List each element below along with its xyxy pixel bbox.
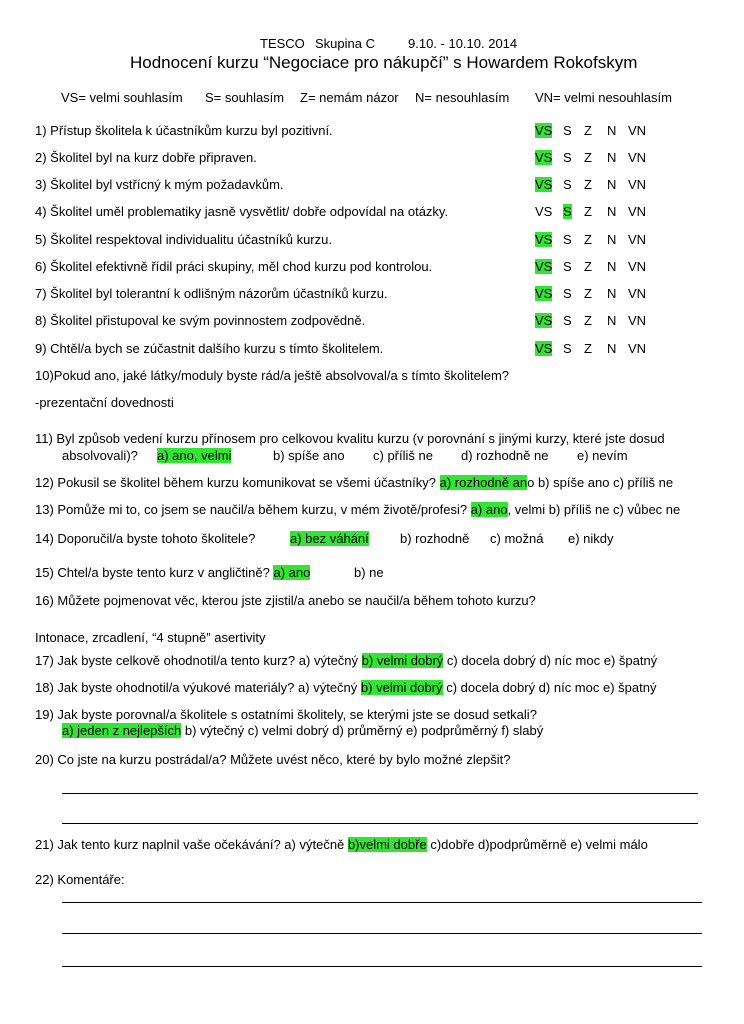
q17-option-b[interactable]: b) velmi dobrý: [361, 653, 444, 668]
question-18: [35, 680, 656, 695]
statement-6-text: 6) Školitel efektivně řídil práci skupiny, měl chod kurzu pod kontrolou.: [35, 259, 433, 274]
statement-8-text: 8) Školitel přistupoval ke svým povinnostem zodpovědně.: [35, 313, 366, 328]
statement-7-option-vs[interactable]: VS: [535, 286, 553, 301]
statement-9-option-z[interactable]: Z: [584, 341, 592, 356]
statement-9-option-s[interactable]: S: [563, 341, 572, 356]
question-17-text: 17) Jak byste celkově ohodnotil/a tento kurz?: [35, 653, 296, 668]
statement-7-text: 7) Školitel byl tolerantní k odlišným názorům účastníků kurzu.: [35, 286, 388, 301]
legend-n: N= nesouhlasím: [415, 90, 510, 105]
question-21-text: 21) Jak tento kurz naplnil vaše očekávání? a) výtečně: [35, 837, 345, 852]
q17-option-a[interactable]: a) výtečný: [298, 653, 359, 668]
question-11-line1: 11) Byl způsob vedení kurzu přínosem pro celkovou kvalitu kurzu (v porovnání s jinými kurzy, které jste dosud: [35, 431, 665, 446]
comment-line-1[interactable]: [62, 902, 702, 903]
statement-3-text: 3) Školitel byl vstřícný k mým požadavkům.: [35, 177, 284, 192]
question-13-text: 13) Pomůže mi to, co jsem se naučil/a během kurzu, v mém životě/profesi?: [35, 502, 468, 517]
statement-2-option-z[interactable]: Z: [584, 150, 592, 165]
question-18-text: 18) Jak byste ohodnotil/a výukové materiály?: [35, 680, 295, 695]
q15-option-a[interactable]: a) ano: [273, 565, 311, 580]
q18-option-b[interactable]: b) velmi dobrý: [360, 680, 443, 695]
statement-4-option-vn[interactable]: VN: [628, 204, 647, 219]
question-15: [35, 565, 310, 580]
statement-5-option-n[interactable]: N: [607, 232, 617, 247]
statement-4-option-vs[interactable]: VS: [535, 204, 553, 219]
course-dates: 9.10. - 10.10. 2014: [408, 36, 518, 51]
statement-7-option-vn[interactable]: VN: [628, 286, 647, 301]
statement-8-option-s[interactable]: S: [563, 313, 572, 328]
company-name: TESCO: [260, 36, 305, 51]
question-10: 10)Pokud ano, jaké látky/moduly byste rád/a ještě absolvoval/a s tímto školitelem?: [35, 368, 510, 383]
question-20: 20) Co jste na kurzu postrádal/a? Můžete uvést něco, které by bylo možné zlepšit?: [35, 752, 511, 767]
legend-vs: VS= velmi souhlasím: [61, 90, 183, 105]
statement-2-option-vs[interactable]: VS: [535, 150, 553, 165]
answer-line-20a[interactable]: [62, 793, 698, 794]
statement-3-option-z[interactable]: Z: [584, 177, 592, 192]
statement-8-option-vn[interactable]: VN: [628, 313, 647, 328]
statement-1-option-s[interactable]: S: [563, 123, 572, 138]
statement-1-option-z[interactable]: Z: [584, 123, 592, 138]
statement-6-option-s[interactable]: S: [563, 259, 572, 274]
q19-other-options: b) výtečný c) velmi dobrý d) průměrný e) podprůměrný f) slabý: [184, 723, 544, 738]
q14-option-c[interactable]: c) možná: [490, 531, 544, 546]
statement-7-option-s[interactable]: S: [563, 286, 572, 301]
question-17: [35, 653, 657, 668]
statement-2-text: 2) Školitel byl na kurz dobře připraven.: [35, 150, 257, 165]
q11-option-a[interactable]: a) ano, velmi: [157, 448, 232, 463]
statement-7-option-z[interactable]: Z: [584, 286, 592, 301]
q21-other-options: c)dobře d)podprůměrně e) velmi málo: [430, 837, 648, 852]
statement-3-option-vn[interactable]: VN: [628, 177, 647, 192]
q13-option-a[interactable]: a) ano: [470, 502, 508, 517]
statement-2-option-vn[interactable]: VN: [628, 150, 647, 165]
q14-option-a[interactable]: a) bez váhání: [290, 531, 369, 546]
q11-option-d[interactable]: d) rozhodně ne: [461, 448, 549, 463]
question-12: [35, 475, 673, 490]
statement-9-text: 9) Chtěl/a bych se zúčastnit dalšího kurzu s tímto školitelem.: [35, 341, 384, 356]
statement-9-option-vs[interactable]: VS: [535, 341, 553, 356]
group-name: Skupina C: [315, 36, 375, 51]
q12-option-a[interactable]: a) rozhodně an: [439, 475, 528, 490]
statement-2-option-s[interactable]: S: [563, 150, 572, 165]
statement-8-option-vs[interactable]: VS: [535, 313, 553, 328]
statement-1-text: 1) Přístup školitela k účastníkům kurzu byl pozitivní.: [35, 123, 333, 138]
statement-8-option-n[interactable]: N: [607, 313, 617, 328]
q14-option-e[interactable]: e) nikdy: [568, 531, 614, 546]
question-21: [35, 837, 648, 852]
answer-line-20b[interactable]: [62, 823, 698, 824]
question-16: 16) Můžete pojmenovat věc, kterou jste zjistil/a anebo se naučil/a během tohoto kurzu?: [35, 593, 536, 608]
statement-7-option-n[interactable]: N: [607, 286, 617, 301]
statement-6-option-vn[interactable]: VN: [628, 259, 647, 274]
q18-other-options: c) docela dobrý d) níc moc e) špatný: [446, 680, 657, 695]
q11-option-e[interactable]: e) nevím: [577, 448, 628, 463]
statement-3-option-vs[interactable]: VS: [535, 177, 553, 192]
answer-16: Intonace, zrcadlení, “4 stupně” asertivity: [35, 630, 266, 645]
statement-3-option-s[interactable]: S: [563, 177, 572, 192]
q18-option-a[interactable]: a) výtečný: [298, 680, 358, 695]
statement-9-option-n[interactable]: N: [607, 341, 617, 356]
comment-line-3[interactable]: [62, 966, 702, 967]
question-22: 22) Komentáře:: [35, 872, 125, 887]
form-title: Hodnocení kurzu “Negociace pro nákupčí” s Howardem Rokofskym: [130, 53, 638, 72]
legend-vn: VN= velmi nesouhlasím: [535, 90, 672, 105]
statement-3-option-n[interactable]: N: [607, 177, 617, 192]
statement-5-option-s[interactable]: S: [563, 232, 572, 247]
statement-6-option-vs[interactable]: VS: [535, 259, 553, 274]
statement-1-option-n[interactable]: N: [607, 123, 617, 138]
q14-option-b[interactable]: b) rozhodně: [400, 531, 470, 546]
q13-other-options: , velmi b) příliš ne c) vůbec ne: [507, 502, 681, 517]
statement-4-option-z[interactable]: Z: [584, 204, 592, 219]
statement-1-option-vn[interactable]: VN: [628, 123, 647, 138]
q17-other-options: c) docela dobrý d) níc moc e) špatný: [446, 653, 658, 668]
question-11-line2: absolvovali)?: [62, 448, 138, 463]
question-14: 14) Doporučil/a byste tohoto školitele?: [35, 531, 256, 546]
statement-2-option-n[interactable]: N: [607, 150, 617, 165]
statement-9-option-vn[interactable]: VN: [628, 341, 647, 356]
statement-5-option-z[interactable]: Z: [584, 232, 592, 247]
answer-10: -prezentační dovednosti: [35, 395, 174, 410]
comment-line-2[interactable]: [62, 933, 702, 934]
statement-1-option-vs[interactable]: VS: [535, 123, 553, 138]
q12-option-a-tail: o: [527, 475, 535, 490]
statement-5-option-vs[interactable]: VS: [535, 232, 553, 247]
q11-option-b[interactable]: b) spíše ano: [273, 448, 345, 463]
legend-s: S= souhlasím: [205, 90, 285, 105]
statement-4-option-s[interactable]: S: [563, 204, 572, 219]
question-12-text: 12) Pokusil se školitel během kurzu komunikovat se všemi účastníky?: [35, 475, 437, 490]
q19-option-a[interactable]: a) jeden z nejlepších: [62, 723, 182, 738]
statement-6-option-n[interactable]: N: [607, 259, 617, 274]
q12-other-options: b) spíše ano c) příliš ne: [537, 475, 674, 490]
statement-5-option-vn[interactable]: VN: [628, 232, 647, 247]
statement-5-text: 5) Školitel respektoval individualitu účastníků kurzu.: [35, 232, 332, 247]
question-15-text: 15) Chtel/a byste tento kurz v angličtině?: [35, 565, 270, 580]
statement-4-option-n[interactable]: N: [607, 204, 617, 219]
statement-4-text: 4) Školitel uměl problematiky jasně vysvětlit/ dobře odpovídal na otázky.: [35, 204, 449, 219]
statement-8-option-z[interactable]: Z: [584, 313, 592, 328]
q11-option-c[interactable]: c) příliš ne: [373, 448, 433, 463]
question-19: 19) Jak byste porovnal/a školitele s ostatními školitely, se kterými jste se dosud setkali?: [35, 707, 537, 722]
statement-6-option-z[interactable]: Z: [584, 259, 592, 274]
legend-z: Z= nemám názor: [300, 90, 399, 105]
question-13: [35, 502, 680, 517]
q15-option-b[interactable]: b) ne: [354, 565, 384, 580]
q21-option-b[interactable]: b)velmi dobře: [347, 837, 427, 852]
question-19-options: [62, 723, 543, 738]
